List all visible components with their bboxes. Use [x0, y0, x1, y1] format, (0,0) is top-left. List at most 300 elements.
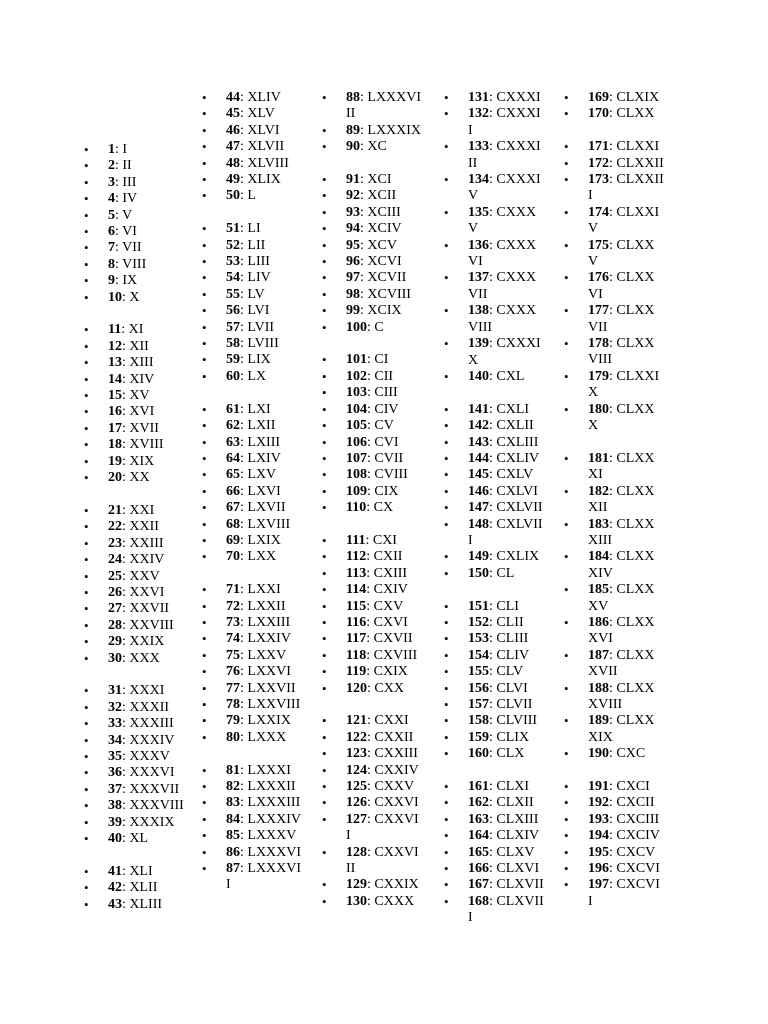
arabic-number: 57 [226, 319, 240, 335]
arabic-number: 120 [346, 680, 367, 696]
arabic-number: 101 [346, 352, 367, 368]
roman-numeral: XLVIII [247, 155, 289, 171]
arabic-number: 7 [108, 240, 115, 256]
arabic-number: 103 [346, 385, 367, 401]
arabic-number: 8 [108, 256, 115, 272]
list-item: • 49: XLIX [202, 172, 314, 188]
list-item: • 145: CXLV [444, 467, 552, 483]
list-item: • 5: V [84, 208, 188, 224]
list-item: • 192: CXCII [564, 795, 672, 811]
list-item: • 3: III [84, 175, 188, 191]
list-item: • 87: LXXXVI I [202, 861, 314, 894]
list-item: • 77: LXXVII [202, 681, 314, 697]
roman-numeral-wrapped-tail: XIV [588, 565, 613, 581]
list-item: • 79: LXXIX [202, 713, 314, 729]
arabic-number: 121 [346, 713, 367, 729]
arabic-number: 92 [346, 188, 360, 204]
list-item: • 28: XXVIII [84, 618, 188, 634]
roman-numeral: L [247, 188, 256, 204]
arabic-number: 80 [226, 729, 240, 745]
arabic-number: 151 [468, 598, 489, 614]
roman-numeral-wrapped-tail: I [226, 877, 231, 893]
list-item: • 114: CXIV [322, 582, 430, 598]
list-item: • 92: XCII [322, 188, 430, 204]
list-item: • 141: CXLI [444, 402, 552, 418]
roman-numeral: CLXX [616, 516, 655, 532]
roman-numeral: XCIII [367, 204, 401, 220]
roman-numeral-wrapped-tail: XIX [588, 729, 613, 745]
list-item: • 89: LXXXIX [322, 123, 430, 139]
roman-numeral: XII [129, 338, 149, 354]
roman-numeral: CXLIX [496, 549, 540, 565]
list-item: • 45: XLV [202, 106, 314, 122]
arabic-number: 64 [226, 450, 240, 466]
roman-numeral: CLXX [616, 270, 655, 286]
arabic-number: 85 [226, 828, 240, 844]
roman-numeral: CVI [374, 434, 399, 450]
list-item: • 136: CXXX VI [444, 238, 552, 271]
roman-numeral: CXXIV [374, 762, 419, 778]
roman-numeral: LXXII [247, 598, 286, 614]
roman-numeral: CLXI [496, 779, 530, 795]
roman-numeral: CLXX [616, 614, 655, 630]
list-item: • 186: CLXX XVI [564, 615, 672, 648]
arabic-number: 155 [468, 664, 489, 680]
list-item: • 102: CII [322, 369, 430, 385]
list-item: • 138: CXXX VIII [444, 303, 552, 336]
list-item: • 193: CXCIII [564, 812, 672, 828]
roman-numeral: XI [128, 322, 144, 338]
roman-numeral: XLIX [247, 172, 281, 188]
arabic-number: 47 [226, 139, 240, 155]
roman-numeral: CLXX [616, 450, 655, 466]
arabic-number: 26 [108, 584, 122, 600]
arabic-number: 25 [108, 568, 122, 584]
roman-numeral: III [122, 174, 137, 190]
arabic-number: 138 [468, 303, 489, 319]
list-item: • 181: CLXX XI [564, 451, 672, 484]
roman-numeral: LVI [247, 303, 270, 319]
arabic-number: 142 [468, 418, 489, 434]
roman-numeral: CXII [373, 549, 403, 565]
roman-numeral: XCVIII [367, 286, 411, 302]
arabic-number: 165 [468, 844, 489, 860]
roman-numeral-wrapped-tail: VI [468, 254, 483, 270]
roman-numeral: CLXX [616, 401, 655, 417]
arabic-number: 67 [226, 500, 240, 516]
list-item: • 152: CLII [444, 615, 552, 631]
list-item: • 131: CXXXI [444, 90, 552, 106]
roman-numeral: LXXXVI [247, 844, 302, 860]
roman-numeral: CLVI [496, 680, 528, 696]
roman-numeral: CLXIII [496, 811, 539, 827]
arabic-number: 50 [226, 188, 240, 204]
roman-numeral: XXXIII [129, 716, 174, 732]
list-item: • 125: CXXV [322, 779, 430, 795]
roman-numeral: IX [122, 273, 138, 289]
roman-numeral: XXVII [129, 601, 170, 617]
roman-numeral: XCVI [367, 254, 402, 270]
arabic-number: 108 [346, 467, 367, 483]
list-item: • 176: CLXX VI [564, 270, 672, 303]
list-item: • 178: CLXX VIII [564, 336, 672, 369]
roman-numeral: CXXXI [496, 172, 541, 188]
arabic-number: 44 [226, 90, 240, 105]
arabic-number: 194 [588, 828, 609, 844]
arabic-number: 34 [108, 732, 122, 748]
arabic-number: 43 [108, 896, 122, 912]
list-item: • 6: VI [84, 224, 188, 240]
roman-numeral: XXXI [129, 683, 165, 699]
roman-numeral: CLXX [616, 582, 655, 598]
roman-numeral: LXXX [247, 729, 287, 745]
roman-numeral: XXIX [129, 634, 165, 650]
list-item: • 55: LV [202, 287, 314, 303]
arabic-number: 185 [588, 582, 609, 598]
roman-numeral: CLXIV [496, 828, 540, 844]
roman-numeral: CXCVI [616, 877, 660, 893]
roman-numeral: CXCI [616, 779, 650, 795]
roman-numeral: CLXX [616, 303, 655, 319]
roman-numeral: LXXVI [247, 664, 291, 680]
arabic-number: 163 [468, 811, 489, 827]
arabic-number: 87 [226, 861, 240, 877]
roman-numeral: XXXVII [129, 781, 180, 797]
list-item: • 182: CLXX XII [564, 484, 672, 517]
list-item: • 179: CLXXI X [564, 369, 672, 402]
arabic-number: 180 [588, 401, 609, 417]
roman-numeral: LXXXVI [247, 861, 302, 877]
arabic-number: 110 [346, 500, 367, 516]
list-item: • 27: XXVII [84, 601, 188, 617]
list-item: • 93: XCIII [322, 205, 430, 221]
roman-numeral: XXXIV [129, 732, 175, 748]
arabic-number: 41 [108, 863, 122, 879]
arabic-number: 159 [468, 729, 489, 745]
list-item: • 82: LXXXII [202, 779, 314, 795]
list-item: • 154: CLIV [444, 648, 552, 664]
list-item: • 122: CXXII [322, 730, 430, 746]
roman-numeral: CXCIV [616, 828, 660, 844]
list-item: • 76: LXXVI [202, 664, 314, 680]
roman-numeral: CXXX [496, 204, 537, 220]
roman-numeral: LXIII [247, 434, 281, 450]
list-item: • 74: LXXIV [202, 631, 314, 647]
arabic-number: 109 [346, 483, 367, 499]
arabic-number: 74 [226, 631, 240, 647]
arabic-number: 5 [108, 207, 115, 223]
arabic-number: 130 [346, 893, 367, 909]
list-item: • 168: CLXVII I [444, 894, 552, 927]
list-item: • 174: CLXXI V [564, 205, 672, 238]
arabic-number: 167 [468, 877, 489, 893]
arabic-number: 16 [108, 404, 122, 420]
arabic-number: 30 [108, 650, 122, 666]
arabic-number: 2 [108, 158, 115, 174]
roman-numeral: CLX [496, 746, 525, 762]
roman-numeral: LXXXI [247, 762, 291, 778]
roman-numeral: LXXIV [247, 631, 291, 647]
roman-numeral: CLXX [616, 483, 655, 499]
arabic-number: 63 [226, 434, 240, 450]
list-item: • 53: LIII [202, 254, 314, 270]
roman-numeral: XXXVIII [129, 798, 184, 814]
list-item: • 139: CXXXI X [444, 336, 552, 369]
roman-numeral: II [122, 158, 132, 174]
roman-numeral: LXXIII [247, 614, 291, 630]
roman-numeral: XXVIII [129, 617, 174, 633]
arabic-number: 99 [346, 303, 360, 319]
roman-numeral: LXXVII [247, 680, 296, 696]
roman-numeral-wrapped-tail: V [468, 221, 479, 237]
numeral-column-2 [202, 90, 314, 894]
arabic-number: 27 [108, 601, 122, 617]
arabic-number: 169 [588, 90, 609, 105]
arabic-number: 172 [588, 155, 609, 171]
roman-numeral: CL [496, 565, 515, 581]
arabic-number: 174 [588, 204, 609, 220]
roman-numeral: CXLVII [496, 516, 543, 532]
arabic-number: 22 [108, 519, 122, 535]
list-item: • 75: LXXV [202, 648, 314, 664]
numeral-column-1 [84, 142, 188, 913]
roman-numeral: XLVI [247, 122, 280, 138]
roman-numeral: CLXX [616, 713, 655, 729]
roman-numeral: CLXXI [616, 204, 660, 220]
arabic-number: 139 [468, 336, 489, 352]
list-item: • 60: LX [202, 369, 314, 385]
roman-numeral: CXIX [373, 664, 408, 680]
list-item: • 197: CXCVI I [564, 877, 672, 910]
list-item: • 173: CLXXII I [564, 172, 672, 205]
roman-numeral: CXXVI [374, 795, 419, 811]
list-item: • 157: CLVII [444, 697, 552, 713]
roman-numeral: LV [247, 286, 265, 302]
arabic-number: 118 [346, 647, 367, 663]
roman-numeral: CXLV [496, 467, 534, 483]
roman-numeral-wrapped-tail: X [468, 352, 479, 368]
roman-numeral: CII [374, 368, 394, 384]
arabic-number: 95 [346, 237, 360, 253]
roman-numeral: CVIII [374, 467, 408, 483]
arabic-number: 156 [468, 680, 489, 696]
arabic-number: 9 [108, 273, 115, 289]
arabic-number: 55 [226, 286, 240, 302]
roman-numeral: CLII [496, 614, 524, 630]
roman-numeral-wrapped-tail: XVI [588, 631, 613, 647]
list-item: • 14: XIV [84, 372, 188, 388]
roman-numeral: CXXX [374, 893, 415, 909]
arabic-number: 164 [468, 828, 489, 844]
list-item: • 19: XIX [84, 454, 188, 470]
list-item: • 171: CLXXI [564, 139, 672, 155]
list-item: • 34: XXXIV [84, 733, 188, 749]
roman-numeral: CIV [374, 401, 399, 417]
roman-numeral: CXLIV [496, 450, 540, 466]
roman-numeral: XXIII [129, 535, 164, 551]
arabic-number: 38 [108, 798, 122, 814]
list-item: • 32: XXXII [84, 700, 188, 716]
list-item: • 113: CXIII [322, 566, 430, 582]
roman-numeral: XVIII [129, 437, 164, 453]
roman-numeral: XX [129, 470, 150, 486]
list-item: • 128: CXXVI II [322, 845, 430, 878]
arabic-number: 36 [108, 765, 122, 781]
list-item: • 172: CLXXII [564, 156, 672, 172]
list-item: • 36: XXXVI [84, 765, 188, 781]
arabic-number: 71 [226, 582, 240, 598]
roman-numeral: CXX [374, 680, 404, 696]
list-item: • 22: XXII [84, 519, 188, 535]
arabic-number: 21 [108, 502, 122, 518]
arabic-number: 193 [588, 811, 609, 827]
roman-numeral: LXXXIV [247, 811, 302, 827]
roman-numeral: I [122, 142, 128, 157]
roman-numeral: CXVI [373, 614, 408, 630]
arabic-number: 4 [108, 191, 115, 207]
roman-numeral: LXXIX [247, 713, 291, 729]
list-item: • 52: LII [202, 238, 314, 254]
roman-numeral-wrapped-tail: I [346, 828, 351, 844]
arabic-number: 179 [588, 368, 609, 384]
arabic-number: 51 [226, 221, 240, 237]
arabic-number: 33 [108, 716, 122, 732]
roman-numeral: CXXXI [496, 139, 541, 155]
arabic-number: 111 [346, 532, 366, 548]
arabic-number: 48 [226, 155, 240, 171]
arabic-number: 12 [108, 338, 122, 354]
list-item: • 15: XV [84, 388, 188, 404]
list-item: • 95: XCV [322, 238, 430, 254]
roman-numeral: LIV [247, 270, 271, 286]
list-item: • 21: XXI [84, 503, 188, 519]
roman-numeral: LXXV [247, 647, 287, 663]
roman-numeral: XLVII [247, 139, 285, 155]
list-item: • 187: CLXX XVII [564, 648, 672, 681]
arabic-number: 28 [108, 617, 122, 633]
list-item: • 134: CXXXI V [444, 172, 552, 205]
arabic-number: 32 [108, 699, 122, 715]
arabic-number: 84 [226, 811, 240, 827]
roman-numeral: LXV [247, 467, 277, 483]
roman-numeral: CXL [496, 368, 525, 384]
arabic-number: 135 [468, 204, 489, 220]
list-item: • 23: XXIII [84, 536, 188, 552]
arabic-number: 104 [346, 401, 367, 417]
roman-numeral: CXCV [616, 844, 656, 860]
roman-numeral: CLXIX [616, 90, 660, 105]
arabic-number: 83 [226, 795, 240, 811]
roman-numeral: XCVII [367, 270, 407, 286]
list-item: • 155: CLV [444, 664, 552, 680]
arabic-number: 115 [346, 598, 367, 614]
roman-numeral: CV [374, 418, 394, 434]
roman-numeral: CXXX [496, 270, 537, 286]
roman-numeral: CLVII [496, 697, 533, 712]
roman-numeral: XIX [129, 453, 155, 469]
list-item: • 143: CXLIII [444, 435, 552, 451]
arabic-number: 11 [108, 322, 122, 338]
roman-numeral: XXXVI [129, 765, 175, 781]
roman-numeral: CXXV [374, 779, 415, 794]
list-item: • 29: XXIX [84, 634, 188, 650]
arabic-number: 113 [346, 565, 367, 581]
list-item: • 97: XCVII [322, 270, 430, 286]
list-item: • 38: XXXVIII [84, 798, 188, 814]
list-item: • 167: CLXVII [444, 877, 552, 893]
roman-numeral: CLXVI [496, 861, 540, 877]
list-item: • 56: LVI [202, 303, 314, 319]
arabic-number: 141 [468, 401, 489, 417]
roman-numeral-wrapped-tail: XIII [588, 532, 613, 548]
list-item: • 69: LXIX [202, 533, 314, 549]
list-item: • 100: C [322, 320, 430, 336]
roman-numeral: CLVIII [496, 713, 538, 729]
arabic-number: 105 [346, 418, 367, 434]
arabic-number: 132 [468, 106, 489, 122]
arabic-number: 13 [108, 355, 122, 371]
roman-numeral: CLXVII [496, 893, 544, 909]
arabic-number: 61 [226, 401, 240, 417]
arabic-number: 49 [226, 172, 240, 188]
arabic-number: 3 [108, 174, 115, 190]
roman-numeral: LXI [247, 401, 271, 417]
arabic-number: 161 [468, 779, 489, 795]
numeral-column-3 [322, 90, 430, 910]
list-item: • 153: CLIII [444, 631, 552, 647]
arabic-number: 183 [588, 516, 609, 532]
arabic-number: 197 [588, 877, 609, 893]
list-item: • 39: XXXIX [84, 815, 188, 831]
list-item: • 126: CXXVI [322, 795, 430, 811]
roman-numeral: CIII [374, 385, 398, 401]
list-item: • 41: XLI [84, 864, 188, 880]
roman-numeral: XXIV [129, 552, 165, 568]
arabic-number: 127 [346, 811, 367, 827]
arabic-number: 125 [346, 779, 367, 794]
list-item: • 80: LXXX [202, 730, 314, 746]
list-item: • 105: CV [322, 418, 430, 434]
roman-numeral: CLXX [616, 106, 655, 122]
list-item: • 25: XXV [84, 569, 188, 585]
arabic-number: 171 [588, 139, 609, 155]
roman-numeral: CXLVII [496, 500, 543, 516]
arabic-number: 20 [108, 470, 122, 486]
arabic-number: 77 [226, 680, 240, 696]
roman-numeral: LXVIII [247, 516, 291, 532]
list-item: • 1: I [84, 142, 188, 158]
arabic-number: 62 [226, 418, 240, 434]
list-item: • 164: CLXIV [444, 828, 552, 844]
list-item: • 127: CXXVI I [322, 812, 430, 845]
roman-numeral: XLIV [247, 90, 281, 105]
roman-numeral-wrapped-tail: VIII [588, 352, 613, 368]
roman-numeral: LXVI [247, 483, 281, 499]
roman-numeral: XC [367, 139, 387, 155]
list-item: • 12: XII [84, 339, 188, 355]
arabic-number: 133 [468, 139, 489, 155]
arabic-number: 29 [108, 634, 122, 650]
roman-numeral: LII [247, 237, 266, 253]
list-item: • 132: CXXXI I [444, 106, 552, 139]
list-item: • 65: LXV [202, 467, 314, 483]
list-item: • 149: CXLIX [444, 549, 552, 565]
roman-numeral: CLXII [496, 795, 534, 811]
list-item: • 106: CVI [322, 435, 430, 451]
arabic-number: 69 [226, 532, 240, 548]
roman-numeral: CLXX [616, 680, 655, 696]
roman-numeral: CLXV [496, 844, 535, 860]
